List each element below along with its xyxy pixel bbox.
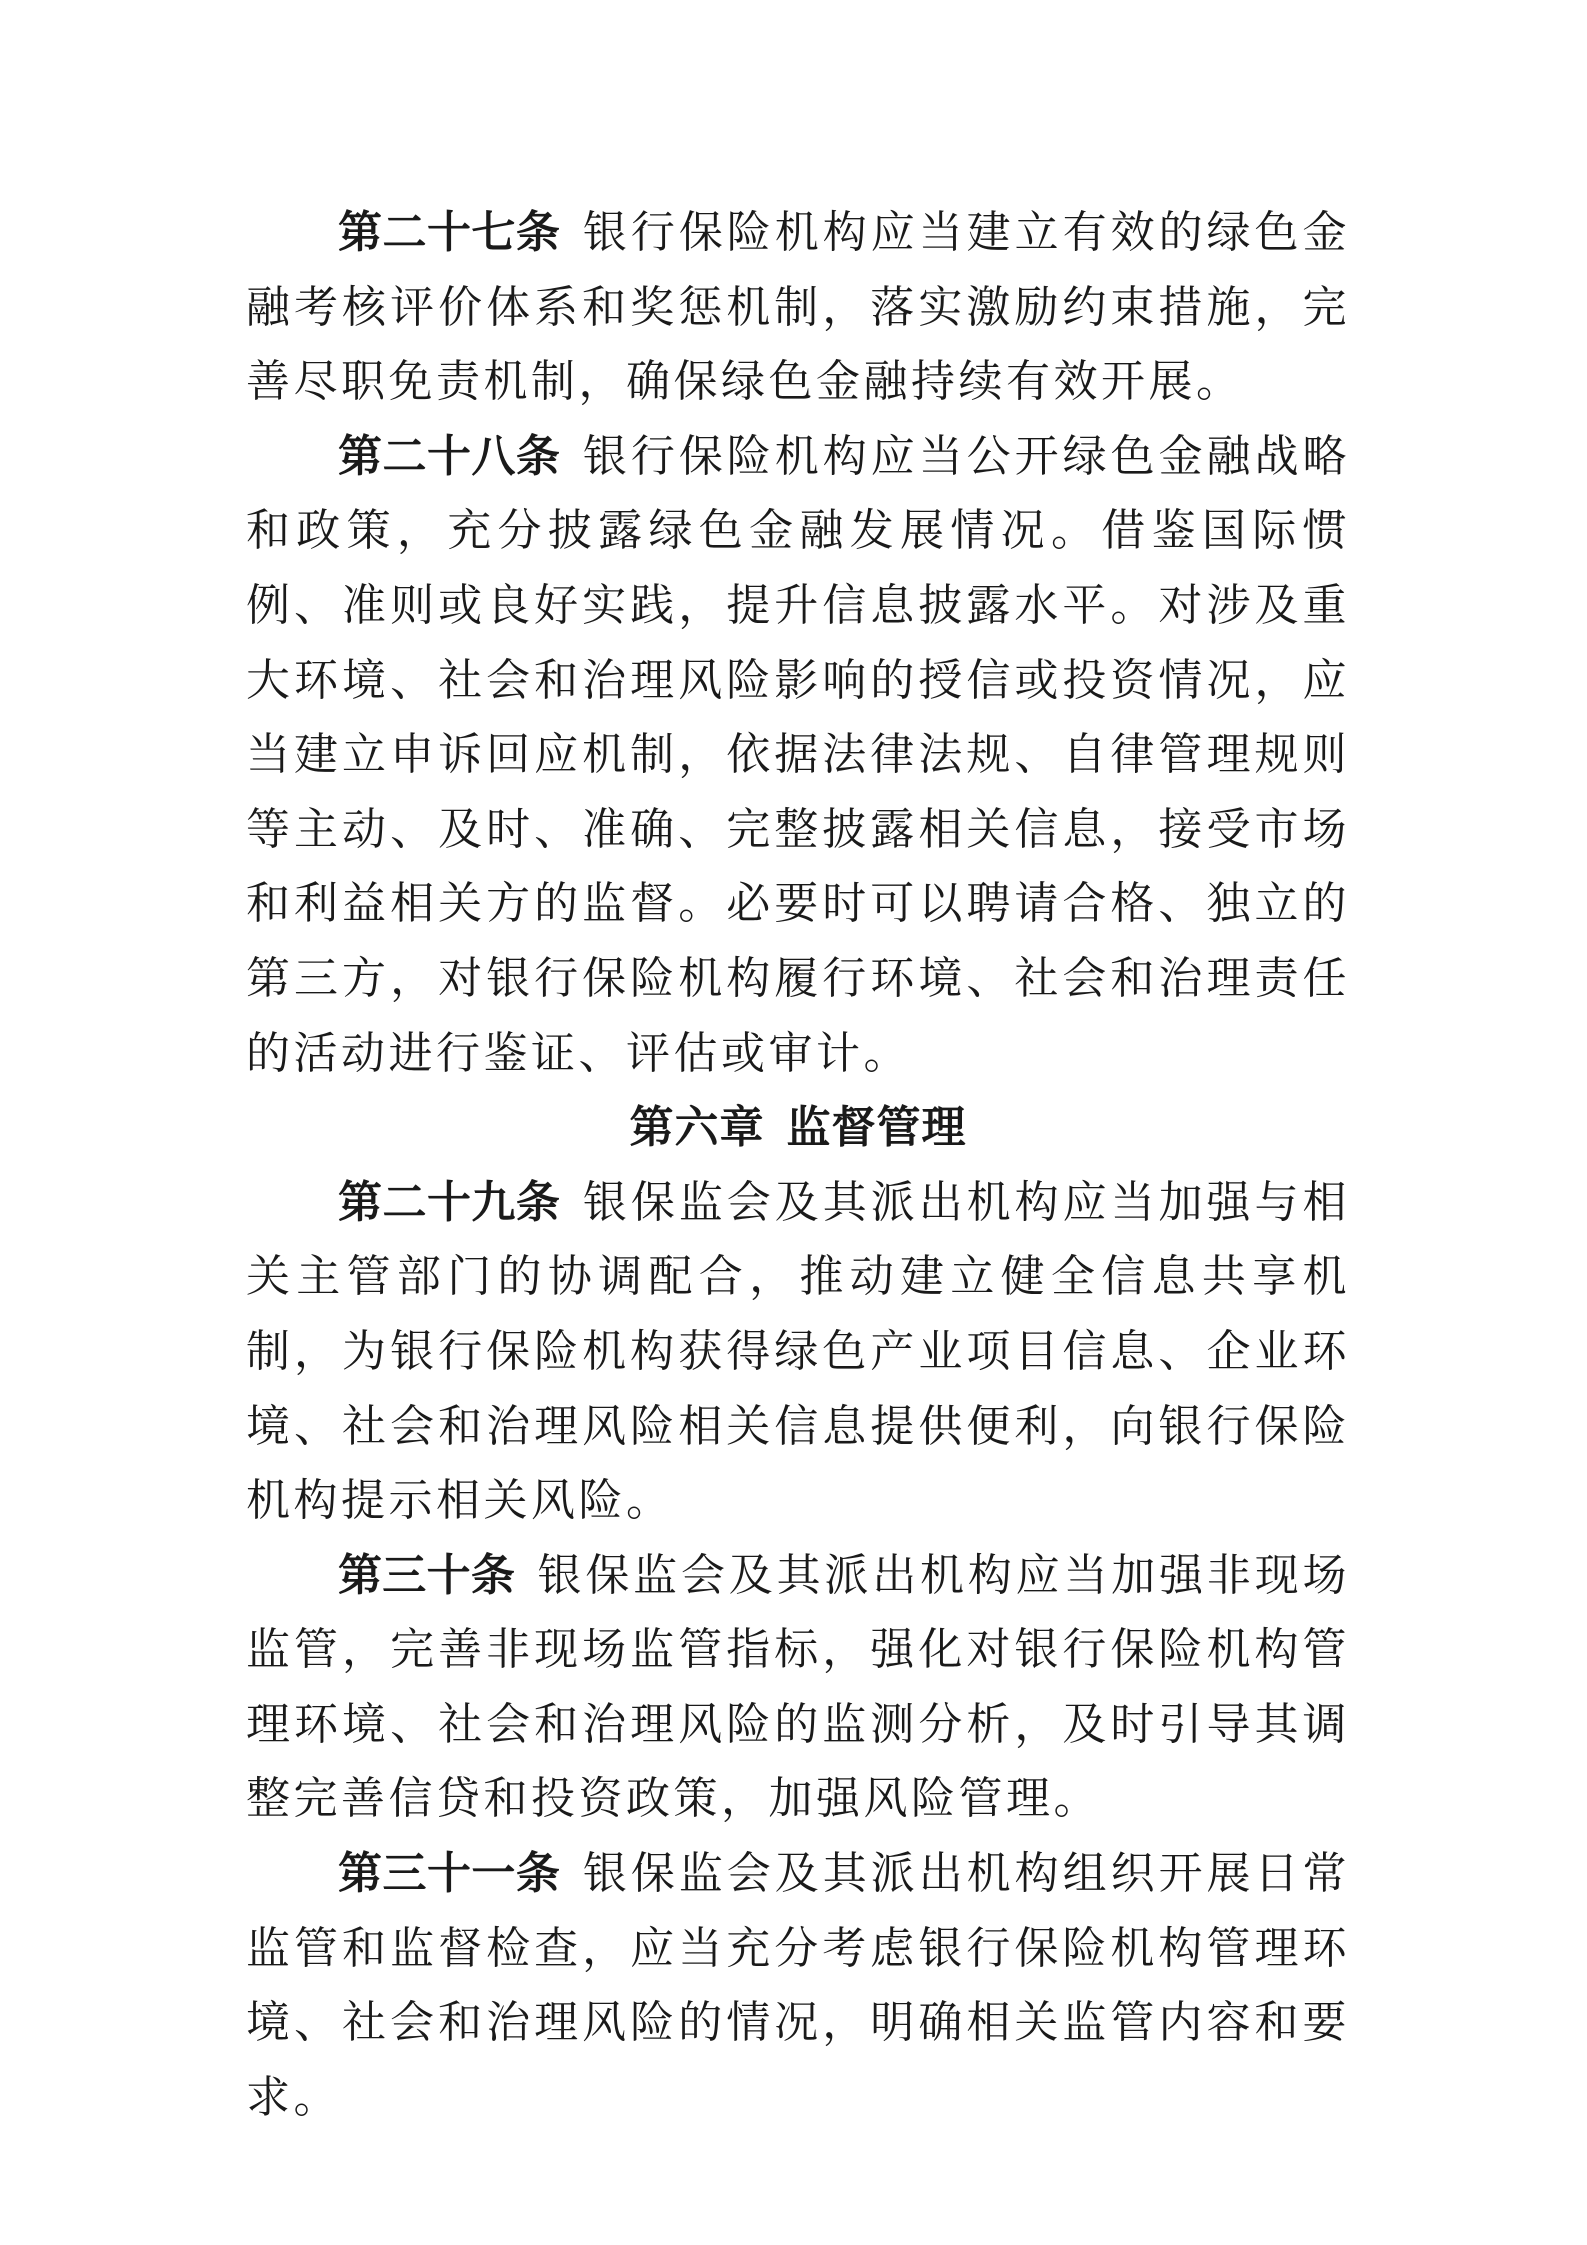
article-heading: 第三十条	[338, 1549, 516, 1601]
document-body	[246, 196, 1350, 2135]
article-text: 银行保险机构应当公开绿色金融战略和政策，充分披露绿色金融发展情况。借鉴国际惯例、准则或良好实践，提升信息披露水平。对涉及重大环境、社会和治理风险影响的授信或投资情况，应当建立申诉回应机制，依据法律法规、自律管理规则等主动、及时、准确、完整披露相关信息，接受市场和利益相关方的监督。必要时可以聘请合格、独立的第三方，对银行保险机构履行环境、社会和治理责任的活动进行鉴证、评估或审计。	[246, 430, 1351, 1079]
article-27	[246, 196, 1350, 420]
chapter-number: 第六章	[629, 1102, 765, 1154]
article-29	[246, 1166, 1350, 1539]
article-heading: 第二十八条	[338, 430, 561, 482]
article-text: 银行保险机构应当建立有效的绿色金融考核评价体系和奖惩机制，落实激励约束措施，完善尽职免责机制，确保绿色金融持续有效开展。	[246, 207, 1351, 408]
article-text: 银保监会及其派出机构组织开展日常监管和监督检查，应当充分考虑银行保险机构管理环境、社会和治理风险的情况，明确相关监管内容和要求。	[246, 1848, 1351, 2123]
article-heading: 第二十九条	[338, 1176, 561, 1228]
article-28	[246, 420, 1350, 1091]
chapter-name: 监督管理	[786, 1102, 967, 1154]
chapter-title	[246, 1091, 1350, 1166]
article-31	[246, 1837, 1350, 2135]
article-text: 银保监会及其派出机构应当加强与相关主管部门的协调配合，推动建立健全信息共享机制，为银行保险机构获得绿色产业项目信息、企业环境、社会和治理风险相关信息提供便利，向银行保险机构提示相关风险。	[246, 1176, 1351, 1527]
article-heading: 第三十一条	[338, 1848, 561, 1900]
article-30	[246, 1539, 1350, 1837]
article-text: 银保监会及其派出机构应当加强非现场监管，完善非现场监管指标，强化对银行保险机构管理环境、社会和治理风险的监测分析，及时引导其调整完善信贷和投资政策，加强风险管理。	[246, 1549, 1351, 1825]
article-heading: 第二十七条	[338, 207, 561, 258]
